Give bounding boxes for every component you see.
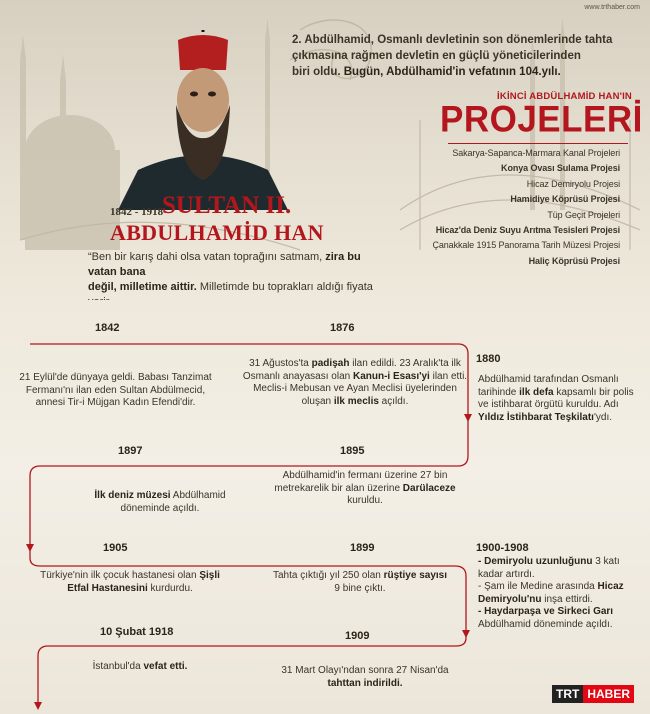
- timeline-arrow-4: [34, 702, 42, 710]
- quote-bold-1: zira bu vatan bana: [88, 251, 361, 278]
- project-item: Haliç Köprüsü Projesi: [528, 255, 620, 266]
- event-text: kapsamlı bir polis ve istihbarat örgütü kuruldu. Adı: [478, 386, 634, 410]
- project-item: Konya Ovası Sulama Projesi: [501, 163, 620, 174]
- event-highlight: İlk deniz müzesi: [94, 490, 171, 501]
- event-text: Türkiye'nin ilk çocuk hastanesi olan: [40, 570, 200, 581]
- event-text: İstanbul'da: [92, 661, 144, 672]
- intro-line-2: çıkmasına rağmen devletin en güçlü yöneticilerinden: [292, 50, 581, 62]
- event-text: 31 Mart Olayı'ndan sonra 27 Nisan'da: [281, 665, 449, 676]
- event-text: inşa ettirdi.: [541, 593, 593, 605]
- trt-haber-logo: [552, 684, 634, 704]
- event-text: Tahta çıktığı yıl 250 olan: [273, 570, 384, 581]
- site-url: www.trthaber.com: [584, 4, 640, 11]
- event-text: 21 Eylül'de dünyaya geldi. Babası Tanzimat Fermanı'nı ilan eden Sultan Abdülmecid, annesi Tir-i Müjgan Kadın Efendi'dir.: [19, 372, 212, 408]
- timeline-event-text: [18, 372, 213, 410]
- projects-divider: [448, 143, 628, 144]
- timeline-year: 10 Şubat 1918: [100, 626, 174, 638]
- sultan-portrait: [118, 30, 288, 210]
- timeline-year: 1876: [330, 322, 355, 334]
- sultan-title: SULTAN II.: [162, 192, 292, 219]
- projects-title: PROJELERİ: [440, 99, 643, 140]
- project-item: Hamidiye Köprüsü Projesi: [510, 194, 620, 205]
- project-item: Hicaz'da Deniz Suyu Arıtma Tesisleri Projesi: [435, 224, 620, 235]
- timeline-event-text: [478, 374, 638, 424]
- logo-part-2: HABER: [583, 685, 634, 703]
- event-highlight: - Demiryolu uzunluğunu: [478, 556, 593, 567]
- projects-list: [400, 146, 620, 269]
- timeline-event-text: [55, 661, 225, 674]
- timeline-event-text: [70, 490, 250, 515]
- timeline-event-text: [270, 570, 450, 595]
- event-highlight: Yıldız İstihbarat Teşkilatı: [478, 411, 594, 423]
- intro-highlight: Bugün, Abdülhamid'in vefatının 104.yılı.: [343, 66, 561, 78]
- event-text: açıldı.: [378, 395, 409, 407]
- quote-bold-2: değil, milletime aittir.: [88, 281, 197, 293]
- event-highlight: Şişli Etfal Hastanesini: [67, 570, 220, 594]
- logo-part-1: TRT: [552, 685, 583, 703]
- timeline-year: 1897: [118, 445, 143, 457]
- project-item: Sakarya-Sapanca-Marmara Kanal Projeleri: [452, 148, 620, 158]
- intro-text: [292, 32, 632, 80]
- timeline-arrow-1: [464, 414, 472, 422]
- sultan-name: ABDULHAMİD HAN: [110, 220, 324, 245]
- quote-part-1: “Ben bir karış dahi olsa vatan toprağını satmam,: [88, 251, 326, 263]
- project-item: Çanakkale 1915 Panorama Tarih Müzesi Projesi: [432, 240, 620, 251]
- quote-part-2: Milletimde bu toprakları aldığı fiyata: [199, 281, 373, 293]
- project-item: Tüp Geçit Projeleri: [547, 209, 620, 220]
- sultan-years: 1842 - 1918: [110, 206, 164, 218]
- event-highlight: Darülaceze: [402, 482, 456, 494]
- event-text: Abdülhamid tarafından Osmanlı tarihinde: [478, 374, 619, 398]
- event-text: Abdülhamid döneminde açıldı.: [120, 490, 226, 514]
- event-text: 'ydı.: [593, 411, 612, 423]
- projects-subtitle: İKİNCİ ABDÜLHAMİD HAN'IN: [497, 91, 632, 102]
- event-highlight: Kanun-i Esası'yi: [352, 370, 430, 382]
- timeline-event-text: [270, 665, 460, 690]
- event-text: Abdülhamid döneminde açıldı.: [478, 618, 613, 630]
- timeline-year: 1905: [103, 542, 128, 554]
- timeline-arrow-2: [26, 544, 34, 552]
- project-item: Hicaz Demiryolu Projesi: [526, 178, 620, 189]
- event-text: - Şam ile Medine arasında: [478, 581, 598, 592]
- event-text: 9 bine çıktı.: [334, 582, 386, 594]
- timeline-year: 1880: [476, 353, 501, 365]
- event-text: kuruldu.: [347, 495, 383, 506]
- event-text: Abdülhamid'in fermanı üzerine 27 bin metrekarelik bir alan üzerine: [274, 470, 448, 494]
- event-text: 3 katı kadar artırdı.: [478, 556, 620, 580]
- event-text: ilan edildi. 23 Aralık'ta ilk Osmanlı anayasası olan: [242, 358, 461, 382]
- event-highlight: rüştiye sayısı: [383, 570, 447, 581]
- timeline-event-text: [270, 470, 460, 508]
- event-highlight: padişah: [311, 358, 350, 369]
- intro-line-3: [292, 64, 632, 80]
- intro-line-3a: biri oldu.: [292, 66, 344, 78]
- timeline-year: 1909: [345, 630, 370, 642]
- timeline-year: 1895: [340, 445, 365, 457]
- timeline-year: 1900-1908: [476, 542, 529, 554]
- event-text: ilan etti. Meclis-i Mebusan ve Ayan Meclisi üyelerinden oluşan: [253, 370, 468, 407]
- timeline-event-text: [40, 570, 220, 595]
- timeline-arrow-3: [462, 630, 470, 638]
- event-text: 31 Ağustos'ta: [249, 358, 312, 369]
- intro-line-1: 2. Abdülhamid, Osmanlı devletinin son dönemlerinde tahta: [292, 34, 613, 46]
- event-text: kurdurdu.: [147, 582, 193, 594]
- timeline-year: 1842: [95, 322, 120, 334]
- event-highlight: Hicaz Demiryolu'nu: [478, 581, 624, 605]
- event-highlight: vefat etti.: [143, 661, 188, 672]
- timeline-year: 1899: [350, 542, 375, 554]
- timeline-event-text: [240, 358, 470, 408]
- event-highlight: tahttan indirildi.: [327, 677, 403, 689]
- timeline-event-text: [478, 556, 638, 631]
- event-highlight: ilk defa: [519, 386, 554, 398]
- event-highlight: ilk meclis: [333, 395, 379, 407]
- event-highlight: - Haydarpaşa ve Sirkeci Garı: [478, 606, 614, 617]
